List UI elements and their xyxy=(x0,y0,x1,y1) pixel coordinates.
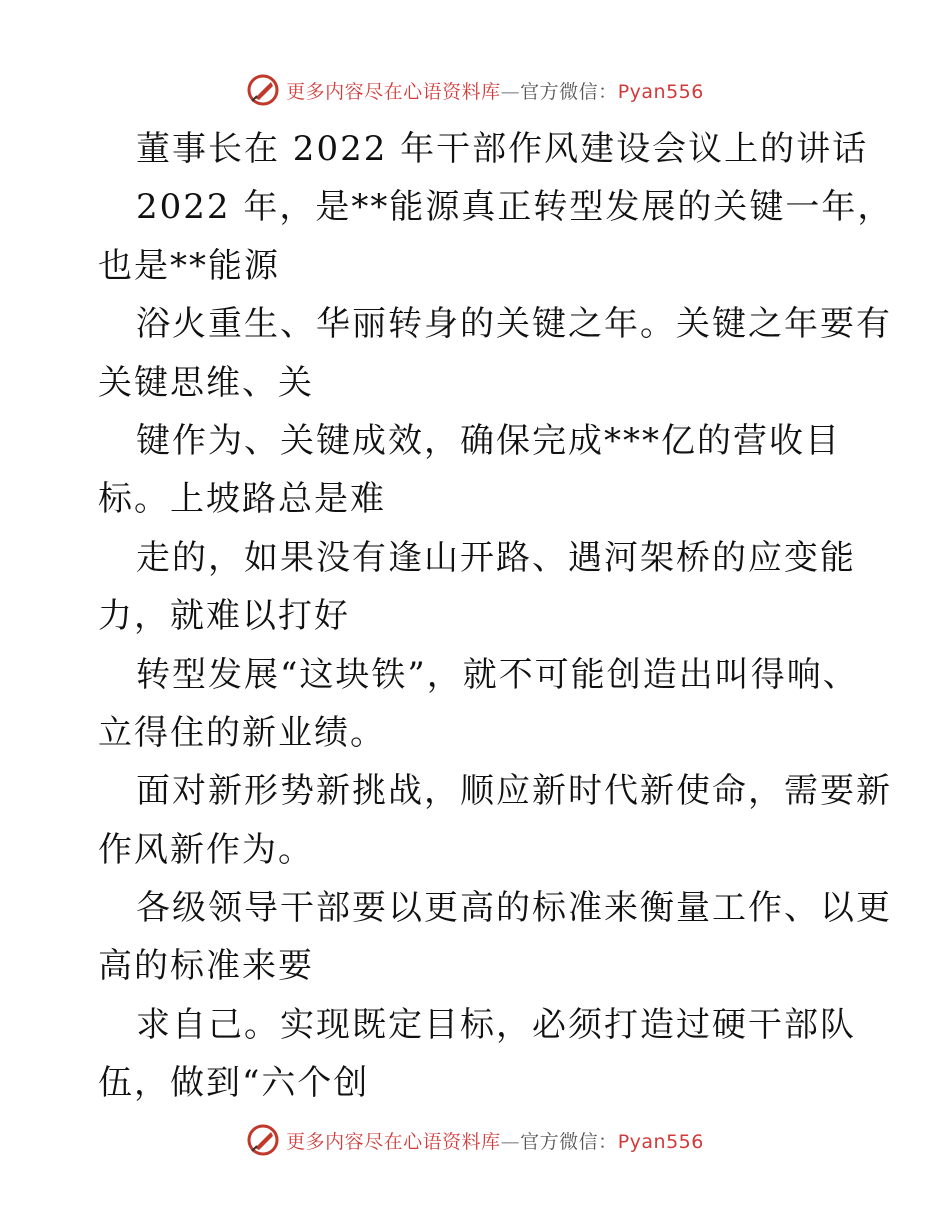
document-line: 求自己。实现既定目标，必须打造过硬干部队 xyxy=(136,1004,856,1045)
document-line: 面对新形势新挑战，顺应新时代新使命，需要新 xyxy=(136,771,892,812)
document-line: 力，就难以打好 xyxy=(98,596,350,637)
quill-pen-circle-icon xyxy=(246,73,280,107)
document-line: 2022 年，是**能源真正转型发展的关键一年， xyxy=(136,187,894,228)
footer-watermark xyxy=(0,1120,950,1160)
document-line: 走的，如果没有逢山开路、遇河架桥的应变能 xyxy=(136,537,856,578)
watermark-separator: — xyxy=(500,1130,521,1153)
document-line: 关键思维、关 xyxy=(98,362,314,403)
document-line: 作风新作为。 xyxy=(98,829,314,870)
document-line: 立得住的新业绩。 xyxy=(98,712,386,753)
quill-pen-circle-icon xyxy=(246,1123,280,1157)
watermark-separator: — xyxy=(500,80,521,103)
document-line: 高的标准来要 xyxy=(98,946,314,987)
document-line: 转型发展“这块铁”，就不可能创造出叫得响、 xyxy=(136,654,859,695)
watermark-wechat-id: Pyan556 xyxy=(617,80,704,103)
watermark-text xyxy=(286,1127,704,1154)
document-line: 浴火重生、华丽转身的关键之年。关键之年要有 xyxy=(136,304,892,345)
watermark-wechat-label: 官方微信： xyxy=(520,80,618,103)
document-line: 伍，做到“六个创 xyxy=(98,1063,370,1104)
watermark-text xyxy=(286,77,704,104)
document-line: 标。上坡路总是难 xyxy=(98,479,386,520)
watermark-wechat-label: 官方微信： xyxy=(520,1130,618,1153)
document-line: 各级领导干部要以更高的标准来衡量工作、以更 xyxy=(136,888,892,929)
document-line: 键作为、关键成效，确保完成***亿的营收目 xyxy=(136,420,841,461)
watermark-wechat-id: Pyan556 xyxy=(617,1130,704,1153)
watermark-main-text: 更多内容尽在心语资料库 xyxy=(286,80,501,103)
header-watermark xyxy=(0,70,950,110)
document-line: 也是**能源 xyxy=(98,245,280,286)
document-body xyxy=(98,120,894,1113)
document-line: 董事长在 2022 年干部作风建设会议上的讲话 xyxy=(136,129,869,169)
watermark-main-text: 更多内容尽在心语资料库 xyxy=(286,1130,501,1153)
